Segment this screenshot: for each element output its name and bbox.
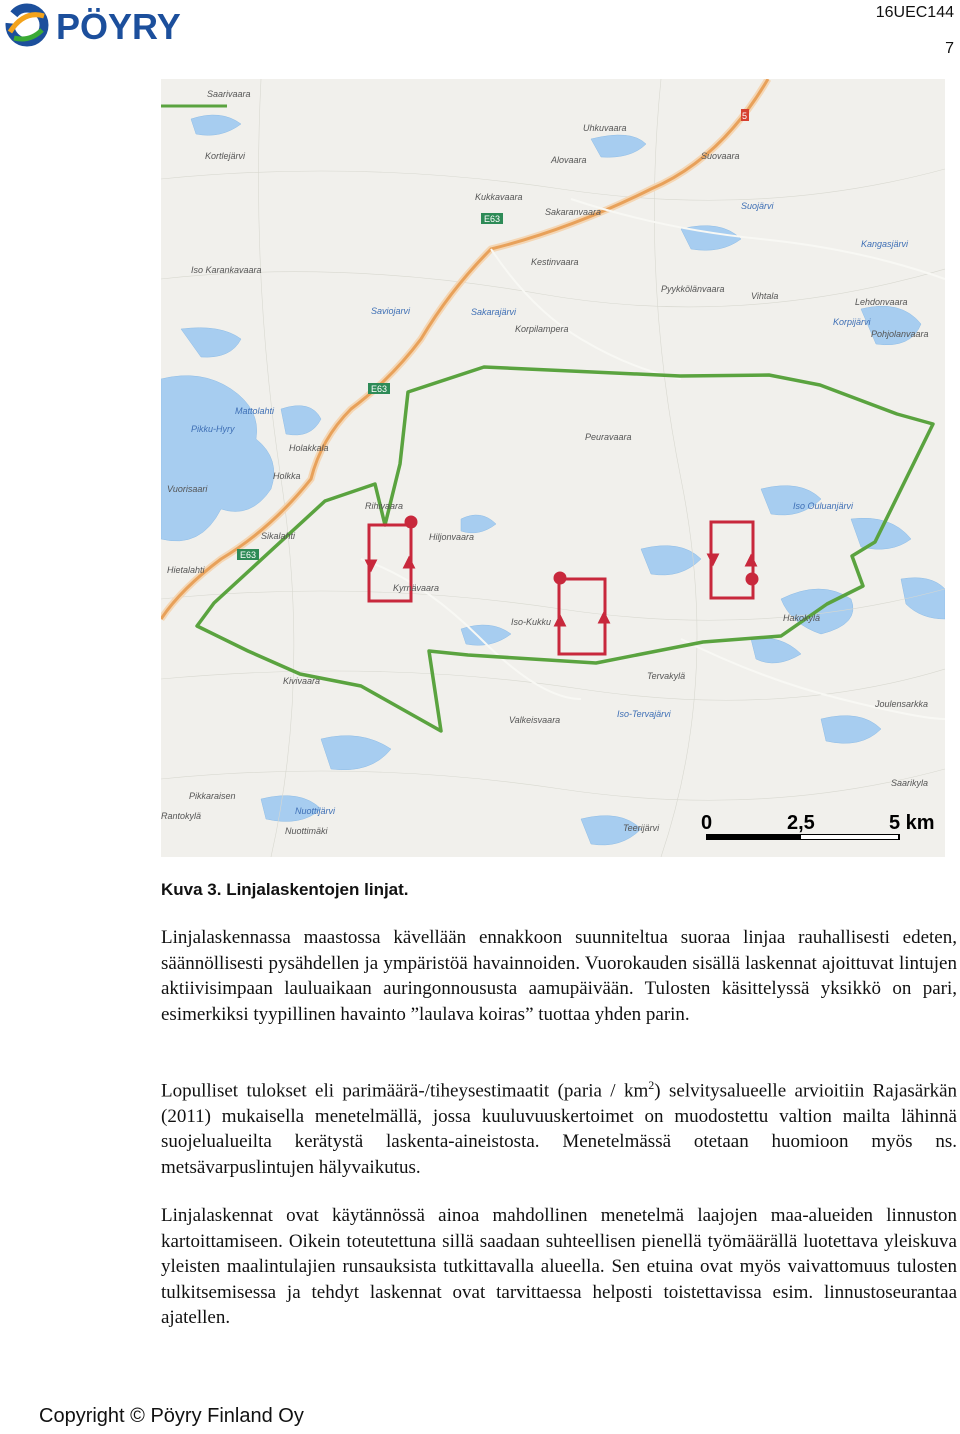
- scale-tick-5km: 5 km: [889, 812, 935, 834]
- map-place-label: Holakkala: [289, 443, 329, 453]
- paragraph-2-end: ) selvitysalueelle arvioitiin Rajasärkän (2011) mukaisella menetelmällä, jossa kuuluvuuskertoimet on muodostettu valtion mailta lähinnä suojelualueilta kerätystä laskenta-aineistosta. Menetelmässä otetaan huomioon myös ns. metsävarpuslintujen hälyvaikutus.: [161, 1080, 957, 1178]
- map-place-label: Vuorisaari: [167, 484, 208, 494]
- figure-caption: Kuva 3. Linjalaskentojen linjat.: [161, 880, 409, 899]
- map-place-label: Mattolahti: [235, 406, 275, 416]
- map-place-label: Pyykkölänvaara: [661, 284, 725, 294]
- map-place-label: Peuravaara: [585, 432, 632, 442]
- road-label-e63-b: E63: [371, 384, 388, 394]
- map-place-label: Hiljonvaara: [429, 532, 475, 542]
- map-place-label: Suovaara: [701, 151, 740, 161]
- map-place-label: Teerijärvi: [623, 823, 660, 833]
- superscript-2: 2: [648, 1078, 655, 1092]
- map-place-label: Pikkaraisen: [189, 791, 236, 801]
- map-place-label: Kyrnävaara: [393, 583, 440, 593]
- map-place-label: Nuottijärvi: [295, 806, 336, 816]
- map-place-label: Saviojarvi: [371, 306, 411, 316]
- map-place-label: Rantokylä: [161, 811, 202, 821]
- map-place-label: Hakokylä: [783, 613, 821, 623]
- map-place-label: Pikku-Hyry: [191, 424, 235, 434]
- road-label-e63-c: E63: [240, 550, 257, 560]
- paragraph-3: Linjalaskennat ovat käytännössä ainoa mahdollinen menetelmä laajojen maa-alueiden linnuston kartoittamiseen. Oikein toteutettuna sillä saadaan suhteellisen pienellä työmäärällä luotettava yleiskuva yleisten maalintulajien runsauksista tutkittavalla alueella. Sen etuina ovat myös vaivattomuus tulosten tulkitsemisessa ja tehdyt laskennat ovat tarvittaessa helposti toistettavissa esim. linnustoseurantaa ajatellen.: [161, 1205, 957, 1328]
- map-place-label: Valkeisvaara: [509, 715, 561, 725]
- map-place-label: Pohjolanvaara: [871, 329, 929, 339]
- map-place-label: Kivivaara: [283, 676, 321, 686]
- map-place-label: Hietalahti: [167, 565, 205, 575]
- map-place-label: Joulensarkka: [875, 699, 929, 709]
- copyright-footer: Copyright © Pöyry Finland Oy: [39, 1405, 304, 1427]
- map-place-label: Sakaranvaara: [545, 207, 602, 217]
- map-place-label: Suojärvi: [741, 201, 774, 211]
- road-label-5: 5: [742, 111, 748, 121]
- paragraph-1: Linjalaskennassa maastossa kävellään ennakkoon suunniteltua suoraa linjaa rauhallisesti edeten, säännöllisesti pysähdellen ja ympäristöä havainnoiden. Vuorokauden sisällä laskennat ajoittuvat lintujen aktiivisimpaan lauluaikaan auringonnoususta aamupäivään. Tulosten käsittelyssä yksikkö on pari, esimerkiksi tyypillinen havainto ”laulava koiras” tuottaa yhden parin.: [161, 927, 957, 1025]
- scale-tick-2-5: 2,5: [787, 812, 815, 834]
- map-place-label: Iso Ouluanjärvi: [793, 501, 854, 511]
- paragraph-2-start: Lopulliset tulokset eli parimäärä-/tiheysestimaatit (paria / km: [161, 1080, 649, 1102]
- map-place-label: Holkka: [273, 471, 301, 481]
- logo-text: PÖYRY: [56, 6, 181, 47]
- map-place-label: Saarivaara: [207, 89, 251, 99]
- page-number: 7: [945, 40, 954, 57]
- paragraph-2: [161, 1073, 957, 1180]
- road-label-e63: E63: [484, 214, 501, 224]
- map-place-label: Sikalahti: [261, 531, 296, 541]
- poyry-logo-mark: [4, 2, 254, 48]
- map-place-label: Tervakylä: [647, 671, 686, 681]
- map-place-label: Kangasjärvi: [861, 239, 909, 249]
- map-place-label: Alovaara: [551, 155, 587, 165]
- map-place-label: Korpilampera: [515, 324, 569, 334]
- map-place-label: Sakarajärvi: [471, 307, 517, 317]
- map-figure: [161, 79, 945, 857]
- map-place-label: Kortlejärvi: [205, 151, 246, 161]
- map-place-label: Iso Karankavaara: [191, 265, 262, 275]
- map-place-label: Vihtala: [751, 291, 779, 301]
- map-place-label: Iso-Tervajärvi: [617, 709, 671, 719]
- map-place-label: Lehdonvaara: [855, 297, 908, 307]
- map-place-label: Uhkuvaara: [583, 123, 627, 133]
- map-place-label: Saarikyla: [891, 778, 929, 788]
- scale-tick-0: 0: [701, 812, 713, 834]
- map-place-label: Rihivaara: [365, 501, 404, 511]
- map-place-label: Iso-Kukku: [511, 617, 552, 627]
- map-place-label: Kestinvaara: [531, 257, 579, 267]
- document-code: 16UEC144: [875, 4, 954, 21]
- map-place-label: Kukkavaara: [475, 192, 523, 202]
- poyry-logo: [4, 2, 254, 48]
- map-place-label: Korpijärvi: [833, 317, 871, 327]
- map-place-label: Nuottimäki: [285, 826, 328, 836]
